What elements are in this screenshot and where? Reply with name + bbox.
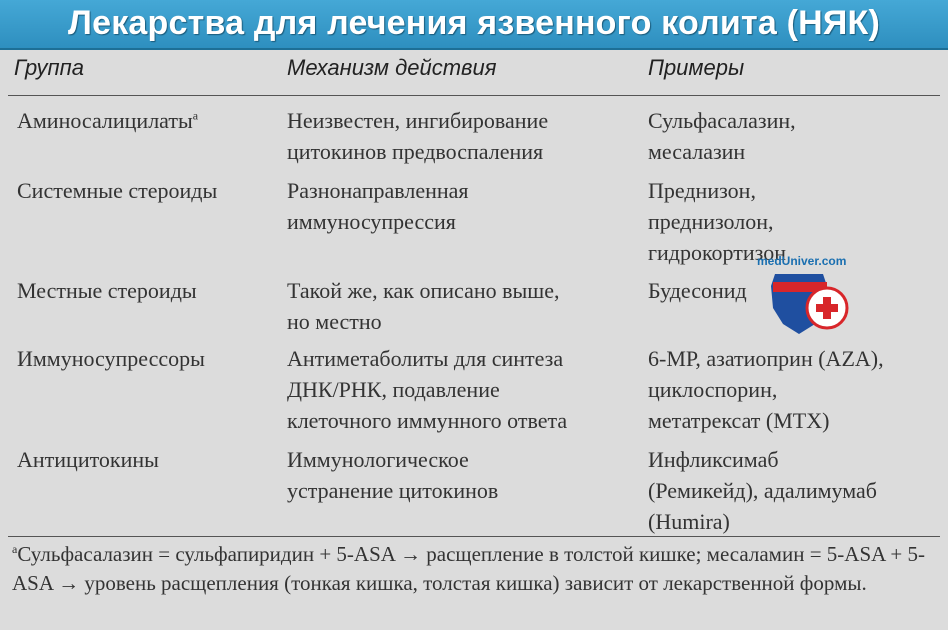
row-2-mechanism: Разнонаправленная иммуносупрессия xyxy=(287,178,469,234)
page-title: Лекарства для лечения язвенного колита (НЯК) xyxy=(68,4,880,42)
row-5-mechanism: Иммунологическое устранение цитокинов xyxy=(287,447,499,503)
title-bar xyxy=(0,0,948,50)
row-5-group: Антицитокины xyxy=(17,447,159,472)
footnote-marker: a xyxy=(12,542,18,556)
column-header-examples: Примеры xyxy=(648,55,745,80)
row-3-examples: Будесонид xyxy=(648,278,747,303)
header-divider xyxy=(8,95,940,96)
footnote-text: Сульфасалазин = сульфапиридин + 5-ASA → расщепление в толстой кишке; месаламин = 5-ASA + 5-ASA → уровень расщепления (тонкая кишка, толстая кишка) зависит от лекарственной формы. xyxy=(12,542,925,595)
watermark-text: medUniver.com xyxy=(757,254,847,268)
row-4-mechanism: Антиметаболиты для синтеза ДНК/РНК, подавление клеточного иммунного ответа xyxy=(287,346,568,433)
row-4-examples: 6-МР, азатиоприн (AZA), циклоспорин, метатрексат (МТХ) xyxy=(648,346,884,433)
row-4-group: Иммуносупрессоры xyxy=(17,346,205,371)
watermark-logo xyxy=(757,250,865,350)
shield-icon xyxy=(765,250,865,350)
footnote xyxy=(12,540,937,598)
column-header-group: Группа xyxy=(14,55,84,80)
footnote-marker: a xyxy=(192,108,199,123)
footer-divider xyxy=(8,536,940,537)
row-2-group: Системные стероиды xyxy=(17,178,218,203)
column-header-mechanism: Механизм действия xyxy=(287,55,497,80)
row-5-examples: Инфликсимаб (Ремикейд), адалимумаб (Humira) xyxy=(648,447,877,534)
row-3-group: Местные стероиды xyxy=(17,278,197,303)
row-1-group xyxy=(17,105,198,136)
row-1-examples: Сульфасалазин, месалазин xyxy=(648,108,796,164)
row-1-mechanism: Неизвестен, ингибирование цитокинов предвоспаления xyxy=(287,108,549,164)
row-2-examples: Преднизон, преднизолон, гидрокортизон xyxy=(648,178,786,265)
row-3-mechanism: Такой же, как описано выше, но местно xyxy=(287,278,560,334)
row-1-group-label: Аминосалицилаты xyxy=(17,108,193,133)
